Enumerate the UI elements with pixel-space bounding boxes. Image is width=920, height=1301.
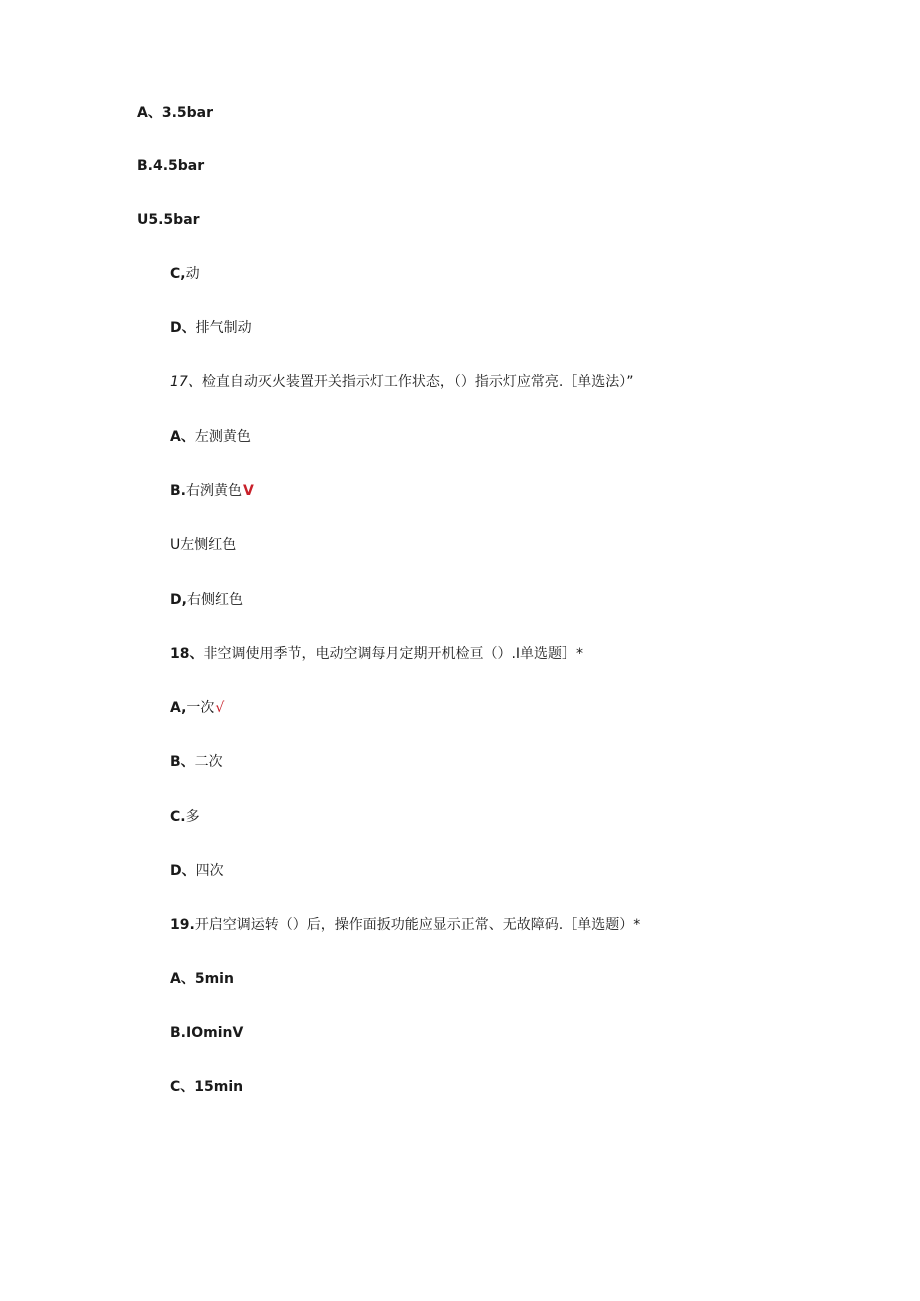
q17-option-d — [170, 591, 243, 609]
option-text: 右侧红色 — [186, 592, 243, 608]
option-prefix: B. — [170, 483, 186, 499]
question-text: 检直自动灭火装置开关指示灯工作状态，（）指示灯应常亮.［单选法）” — [201, 374, 634, 390]
question-18 — [170, 645, 583, 663]
option-d-exhaust-brake — [170, 319, 252, 337]
option-text: 四次 — [195, 863, 224, 879]
option-text: 左测黄色 — [194, 429, 251, 445]
option-prefix: B.IOminV — [170, 1025, 244, 1041]
option-prefix: B.4.5bar — [137, 158, 205, 174]
q17-option-b — [170, 482, 254, 500]
question-number: 17、 — [170, 374, 202, 390]
q18-option-b — [170, 753, 223, 771]
option-prefix: A, — [170, 700, 187, 716]
option-prefix: U5.5bar — [137, 212, 200, 228]
option-text: U左恻红色 — [170, 537, 237, 553]
option-prefix: A、3.5bar — [137, 105, 214, 121]
question-text: 非空调使用季节，电动空调每月定期开机检亘（）.I单选题］* — [203, 646, 584, 662]
q18-option-d — [170, 862, 224, 880]
q18-option-c — [170, 808, 200, 826]
question-17 — [170, 373, 634, 391]
option-prefix: C. — [170, 809, 186, 825]
question-number: 19. — [170, 917, 195, 933]
option-text: 一次 — [186, 700, 215, 716]
option-text: 右洌黄色 — [186, 483, 242, 499]
question-19 — [170, 916, 640, 934]
option-prefix: C、15min — [170, 1079, 244, 1095]
option-prefix: C, — [170, 266, 186, 282]
option-prefix: A、 — [170, 429, 195, 445]
option-text: 动 — [185, 266, 200, 282]
q17-option-c — [170, 536, 236, 554]
option-b-45bar — [137, 157, 204, 175]
option-prefix: D、 — [170, 863, 196, 879]
option-prefix: B、 — [170, 754, 195, 770]
q19-option-c — [170, 1078, 243, 1096]
option-text: 排气制动 — [195, 320, 252, 336]
option-c-brake — [170, 265, 200, 283]
question-number: 18、 — [170, 646, 204, 662]
option-text: 二次 — [194, 754, 223, 770]
option-a-35bar — [137, 104, 213, 122]
correct-check-mark: √ — [215, 700, 225, 716]
q17-option-a — [170, 428, 251, 446]
option-prefix: D, — [170, 592, 187, 608]
question-text: 开启空调运转（）后，操作面扳功能应显示正常、无故障码.［单选题）* — [194, 917, 641, 933]
q19-option-a — [170, 970, 234, 988]
q19-option-b — [170, 1024, 243, 1042]
option-prefix: D、 — [170, 320, 196, 336]
correct-check-mark: V — [243, 483, 254, 499]
option-prefix: A、5min — [170, 971, 234, 987]
option-c-55bar — [137, 211, 200, 229]
q18-option-a — [170, 699, 224, 717]
option-text: 多 — [185, 809, 200, 825]
